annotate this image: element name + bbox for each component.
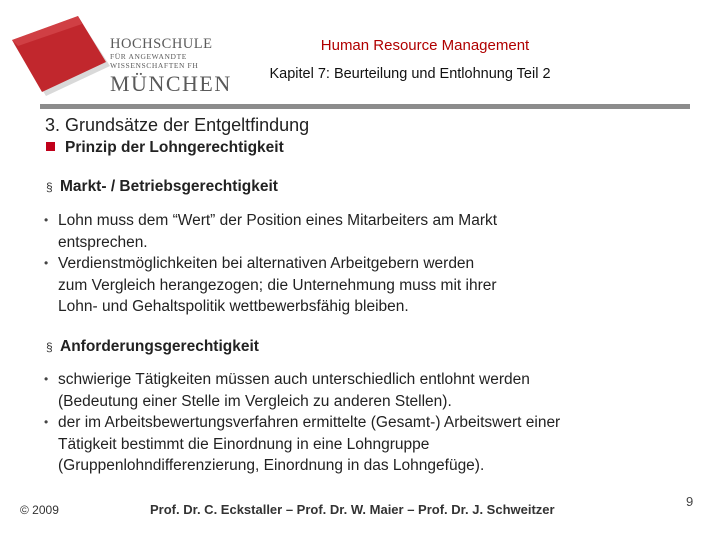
requirements-bullet-list <box>44 369 644 477</box>
block-heading-market <box>46 178 278 196</box>
subsection-heading <box>46 139 284 157</box>
list-item: • schwierige Tätigkeiten müssen auch unterschiedlich entlohnt werden <box>44 369 644 391</box>
section-mark-icon: § <box>46 180 53 194</box>
list-item: • der im Arbeitsbewertungsverfahren ermittelte (Gesamt-) Arbeitswert einer <box>44 412 644 434</box>
bullet-dot-icon: • <box>44 256 49 270</box>
bullet-dot-icon: • <box>44 213 49 227</box>
list-item-continuation: (Gruppenlohndifferenzierung, Einordnung in das Lohngefüge). <box>58 457 485 474</box>
logo-line-2: FÜR ANGEWANDTE <box>110 52 187 61</box>
block-heading-requirements <box>46 338 259 356</box>
block-heading-requirements-text: Anforderungsgerechtigkeit <box>60 338 259 355</box>
footer-authors: Prof. Dr. C. Eckstaller – Prof. Dr. W. Maier – Prof. Dr. J. Schweitzer <box>150 502 555 517</box>
logo-wordmark <box>110 36 232 96</box>
footer-copyright: © 2009 <box>20 503 59 517</box>
list-item: • Verdienstmöglichkeiten bei alternativen Arbeitgebern werden <box>44 253 644 275</box>
university-logo <box>12 14 232 104</box>
block-heading-market-text: Markt- / Betriebsgerechtigkeit <box>60 178 278 195</box>
subsection-heading-text: Prinzip der Lohngerechtigkeit <box>65 139 284 156</box>
header-divider <box>40 104 690 109</box>
red-square-bullet-icon <box>46 142 55 151</box>
list-item-continuation: entsprechen. <box>58 233 148 251</box>
list-item-continuation: Tätigkeit bestimmt die Einordnung in eine Lohngruppe <box>58 435 430 453</box>
list-item: • Lohn muss dem “Wert” der Position eines Mitarbeiters am Markt <box>44 210 644 232</box>
list-item-continuation: Lohn- und Gehaltspolitik wettbewerbsfähig bleiben. <box>58 298 409 315</box>
list-item-continuation: zum Vergleich herangezogen; die Unternehmung muss mit ihrer <box>58 276 497 294</box>
bullet-dot-icon: • <box>44 372 49 386</box>
logo-line-3: WISSENSCHAFTEN FH <box>110 61 199 70</box>
logo-emblem-icon <box>12 14 122 104</box>
chapter-subtitle: Kapitel 7: Beurteilung und Entlohnung Teil 2 <box>269 66 551 82</box>
logo-line-1: HOCHSCHULE <box>110 36 213 52</box>
page-number: 9 <box>686 494 694 509</box>
logo-line-4: MÜNCHEN <box>110 71 232 96</box>
list-item-continuation: (Bedeutung einer Stelle im Vergleich zu anderen Stellen). <box>58 392 452 410</box>
course-title: Human Resource Management <box>320 37 530 54</box>
section-heading: 3. Grundsätze der Entgeltfindung <box>45 115 310 135</box>
market-bullet-list <box>44 210 644 318</box>
bullet-dot-icon: • <box>44 415 49 429</box>
section-mark-icon: § <box>46 340 53 354</box>
